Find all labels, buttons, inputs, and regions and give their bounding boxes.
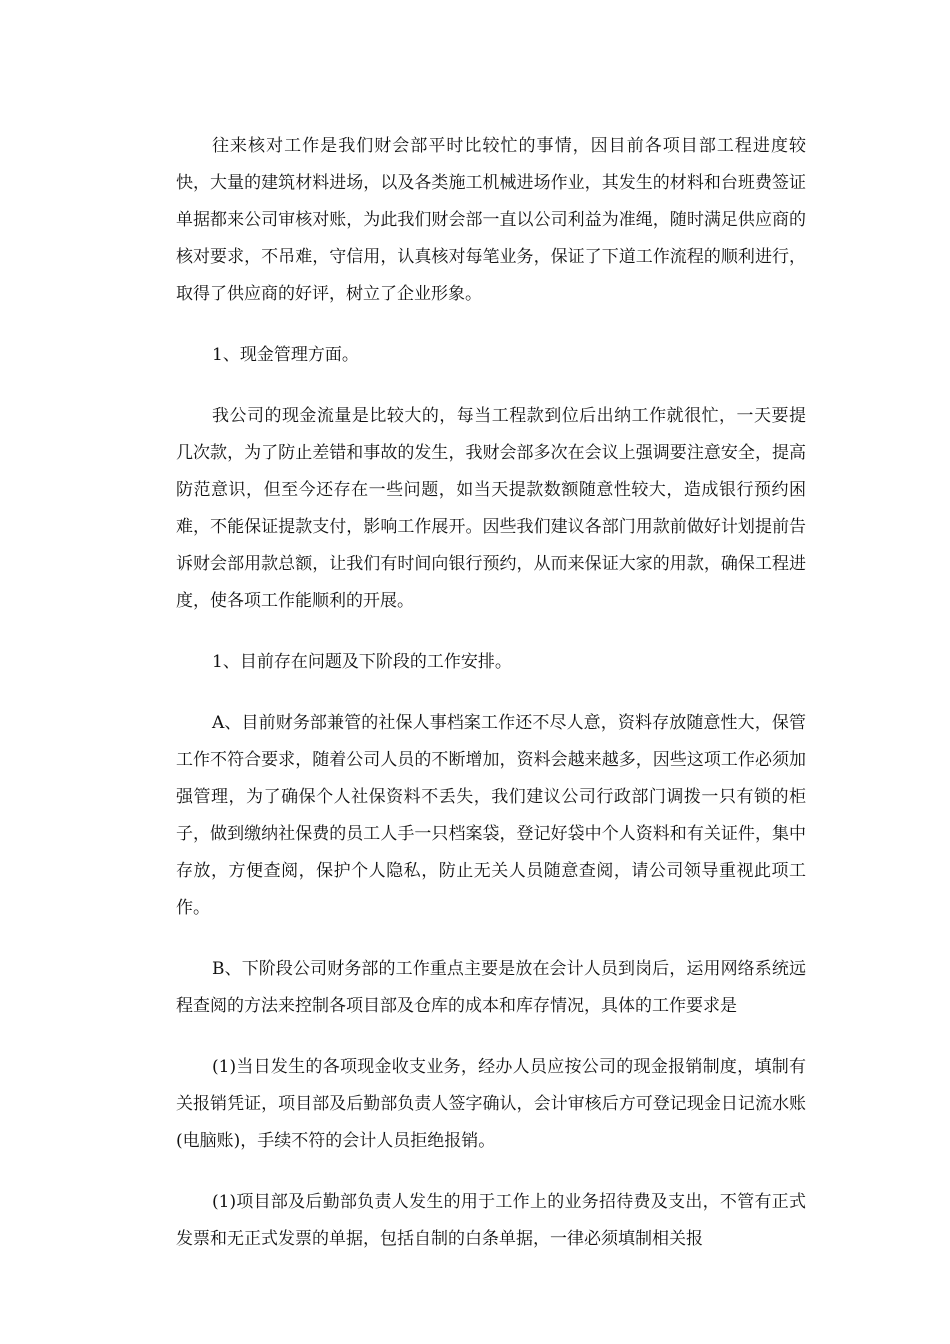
heading-cash-management: 1、现金管理方面。 [212, 345, 359, 365]
document-body [176, 128, 806, 1282]
paragraph-reconciliation: 往来核对工作是我们财会部平时比较忙的事情，因目前各项目部工程进度较快，大量的建筑材料进场，以及各类施工机械进场作业，其发生的材料和台班费签证单据都来公司审核对账，为此我们财会部一直以公司利益为准绳，随时满足供应商的核对要求，不吊难，守信用，认真核对每笔业务，保证了下道工作流程的顺利进行，取得了供应商的好评，树立了企业形象。 [176, 136, 806, 304]
paragraph-cash-flow: 我公司的现金流量是比较大的，每当工程款到位后出纳工作就很忙，一天要提几次款，为了防止差错和事故的发生，我财会部多次在会议上强调要注意安全，提高防范意识，但至今还存在一些问题，如当天提款数额随意性较大，造成银行预约困难，不能保证提款支付，影响工作展开。因些我们建议各部门用款前做好计划提前告诉财会部用款总额，让我们有时间向银行预约，从而来保证大家的用款，确保工程进度，使各项工作能顺利的开展。 [176, 406, 806, 611]
heading-issues-and-plans: 1、目前存在问题及下阶段的工作安排。 [212, 652, 512, 672]
paragraph-item-b: B、下阶段公司财务部的工作重点主要是放在会计人员到岗后，运用网络系统远程查阅的方法来控制各项目部及仓库的成本和库存情况，具体的工作要求是 [176, 959, 806, 1016]
paragraph-item-a: A、目前财务部兼管的社保人事档案工作还不尽人意，资料存放随意性大，保管工作不符合要求，随着公司人员的不断增加，资料会越来越多，因些这项工作必须加强管理，为了确保个人社保资料不丢失，我们建议公司行政部门调拨一只有锁的柜子，做到缴纳社保费的员工人手一只档案袋，登记好袋中个人资料和有关证件，集中存放，方便查阅，保护个人隐私，防止无关人员随意查阅，请公司领导重视此项工作。 [176, 713, 806, 918]
list-item-entertainment-expense: (1)项目部及后勤部负责人发生的用于工作上的业务招待费及支出，不管有正式发票和无正式发票的单据，包括自制的白条单据，一律必须填制相关报 [176, 1192, 806, 1249]
list-item-cash-expense: (1)当日发生的各项现金收支业务，经办人员应按公司的现金报销制度，填制有关报销凭证，项目部及后勤部负责人签字确认，会计审核后方可登记现金日记流水账(电脑账)，手续不符的会计人员拒绝报销。 [176, 1057, 806, 1151]
